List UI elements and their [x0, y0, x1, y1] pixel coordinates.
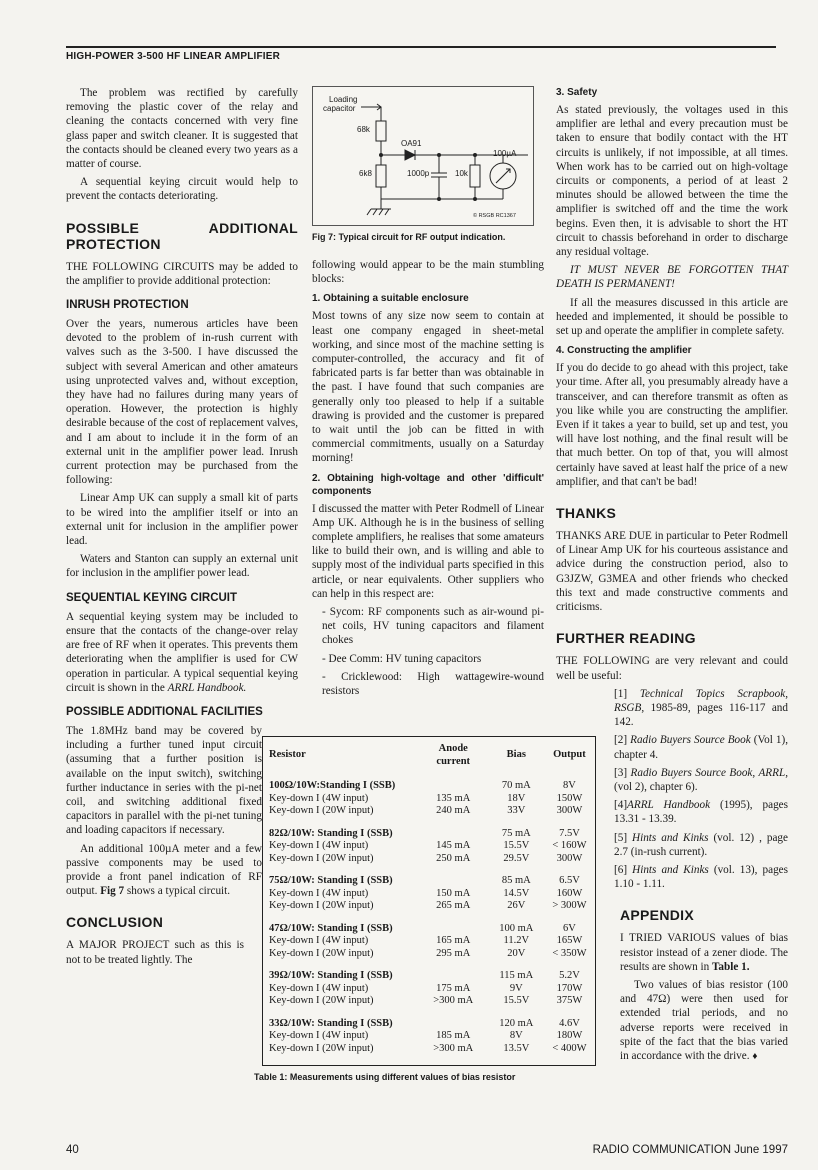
ref-detail: (vol. 12) , page 2.7 (in-rush current). [614, 831, 788, 858]
paragraph: A sequential keying circuit would help to prevent the contacts deteriorating. [66, 176, 298, 203]
ref-detail: (Vol 1), chapter 4. [614, 734, 788, 761]
table-cell [416, 818, 489, 841]
text: A sequential keying system may be included to ensure that the contacts of the change-over relay are free of RF when it operates. This prevents them deteriorating when the amplifier is used for CW operation in particular. A typical sequential keying circuit is shown in the [66, 610, 298, 694]
heading-possible-additional-protection: POSSIBLE ADDITIONAL PROTECTION [66, 219, 298, 252]
table-cell: 33Ω/10W: Standing I (SSB) [269, 1017, 393, 1029]
text: An additional 100µA meter and a few passive components may be used to provide a front panel indication of RF output. [66, 842, 262, 898]
table-cell: 375W [556, 995, 583, 1006]
reference [614, 766, 788, 794]
circuit-diagram [312, 86, 534, 226]
table-cell: 8V [509, 1030, 523, 1041]
label-loading: Loading [329, 95, 358, 104]
table-cell: 29.5V [503, 852, 530, 864]
heading-possible-additional-facilities: POSSIBLE ADDITIONAL FACILITIES [66, 705, 263, 718]
paragraph: The 1.8MHz band may be covered by including a further tuned input circuit (assuming that a further position is available on the input switch), switching further inductance in series with the pi-net coil, and switching additional fixed capacitors in parallel with the pi-net tuning and loading capacitors if necessary. [66, 724, 262, 837]
journal-name: RADIO COMMUNICATION June 1997 [592, 1144, 788, 1156]
book-title: ARRL Handbook. [167, 681, 247, 694]
table-cell: 135 mA [436, 792, 471, 804]
heading-inrush-protection: INRUSH PROTECTION [66, 299, 189, 312]
ref-title: Technical Topics Scrapbook, RSGB, [614, 687, 789, 714]
table-cell [416, 913, 489, 936]
table-cell: 26V [507, 900, 526, 911]
text: shows a typical circuit. [126, 885, 231, 898]
table-cell: 150W [556, 792, 583, 804]
heading-appendix: APPENDIX [620, 907, 694, 924]
reference [614, 687, 788, 730]
table-cell: 75Ω/10W: Standing I (SSB) [269, 875, 393, 886]
reference [614, 831, 788, 859]
paragraph: The problem was rectified by carefully removing the plastic cover of the relay and cleaning the contacts concerned with very fine glass paper and switch cleaner. It is suggested that the contacts should be cleaned every two years as a matter of course. [66, 87, 298, 171]
heading-sequential-keying: SEQUENTIAL KEYING CIRCUIT [66, 591, 238, 604]
ref-number: [2] [614, 734, 628, 747]
table-cell: 6.5V [559, 875, 580, 886]
table-cell: 250 mA [436, 852, 471, 864]
heading-safety: 3. Safety [556, 87, 598, 98]
table-cell: 120 mA [499, 1017, 534, 1029]
ref-title: Radio Buyers Source Book [630, 734, 751, 747]
col-header: Bias [506, 749, 526, 761]
ref-number: [4] [614, 799, 628, 812]
table-cell: Key-down I (20W input) [269, 805, 374, 816]
ref-title: Hints and Kinks [632, 831, 709, 844]
ref-detail: (1995), pages 13.31 - 13.39. [614, 799, 788, 826]
table-cell: 7.5V [559, 827, 580, 839]
table-cell: Key-down I (4W input) [269, 1030, 369, 1041]
paragraph [620, 931, 788, 974]
running-header: HIGH-POWER 3-500 HF LINEAR AMPLIFIER [66, 46, 776, 62]
table-row [263, 1043, 595, 1056]
table-cell: Key-down I (4W input) [269, 982, 369, 994]
table-row [263, 888, 595, 901]
end-mark: ♦ [752, 1050, 758, 1062]
table-cell: Key-down I (20W input) [269, 852, 374, 864]
heading-further-reading: FURTHER READING [556, 630, 696, 647]
table-cell: 5.2V [559, 970, 580, 981]
table-cell: 39Ω/10W: Standing I (SSB) [269, 970, 393, 981]
table-cell [416, 865, 489, 888]
table-cell: 20V [507, 947, 526, 959]
table-cell: Key-down I (4W input) [269, 840, 369, 851]
table-cell: 13.5V [503, 1042, 530, 1054]
paragraph: Most towns of any size now seem to contain at least one company engaged in sheet-metal working, and since most of the machine setting is computer-controlled, the accuracy and fit of fabricated parts is far better than was obtainable in the past. I have found that such companies are generally only too pleased to help if a suitable drawing is provided and the customer is prepared to wait until the job can be fitted in with commercial commitments, usually on a Saturday morning! [312, 310, 544, 465]
ref-title: Radio Buyers Source Book, ARRL, [630, 766, 788, 779]
table-row [263, 935, 595, 948]
label-r3: 10k [455, 169, 468, 178]
table-cell: 70 mA [501, 780, 531, 791]
table-group-row [263, 818, 595, 841]
list-item: - Dee Comm: HV tuning capacitors [322, 652, 482, 665]
table-cell: 85 mA [501, 875, 531, 886]
table-cell: 100 mA [499, 922, 534, 934]
table-cell: Key-down I (20W input) [269, 995, 374, 1006]
table-cell: Key-down I (4W input) [269, 792, 369, 804]
paragraph: following would appear to be the main stumbling blocks: [312, 259, 544, 286]
paragraph: Linear Amp UK can supply a small kit of parts to be wired into the amplifier itself or into an external unit for inclusion in the amplifier power lead. [66, 492, 298, 548]
paragraph [620, 978, 788, 1064]
ref-detail: (vol. 13), pages 1.10 - 1.11. [614, 863, 789, 891]
table-cell: 75 mA [501, 827, 531, 839]
reference [614, 798, 788, 826]
paragraph: THANKS ARE DUE in particular to Peter Rodmell of Linear Amp UK for his courteous assistance and advice during the construction period, also to G3JZW, G3MEA and other friends who checked this text and made constructive comments and criticisms. [556, 530, 788, 614]
text: Two values of bias resistor (100 and 47Ω) were then used for extended trial periods, and no adverse reports were received in spite of the fact that the bias varied in accordance with the drive. [620, 978, 788, 1062]
paragraph: If you do decide to go ahead with this project, take your time. After all, you presumably already have a transceiver, and can therefore transmit as often as you like while you are constructing the amplifier. Even if it takes a year to build, set up and test, you will have lost nothing, and the final result will be that much better. On top of that, you will almost certainly have saved at least half the price of a new amplifier, and that can't be bad! [556, 362, 788, 488]
appendix-block [620, 907, 788, 1064]
heading-conclusion: CONCLUSION [66, 914, 164, 931]
table-cell: 15.5V [503, 840, 530, 851]
reference-list [614, 687, 788, 892]
figure-caption: Fig 7: Typical circuit for RF output indication. [312, 232, 506, 242]
table-cell: 160W [556, 887, 583, 899]
table-row [263, 853, 595, 866]
heading-enclosure: 1. Obtaining a suitable enclosure [312, 293, 469, 305]
table-cell: 6V [563, 922, 576, 934]
table-header-row [263, 737, 595, 770]
label-r2: 6k8 [359, 169, 372, 178]
table-cell: Key-down I (20W input) [269, 900, 374, 911]
table-row [263, 840, 595, 853]
table-cell: 18V [507, 792, 526, 804]
figure-credit: © RSGB RC1367 [473, 213, 516, 219]
col-header: Resistor [269, 749, 306, 761]
table-cell: 150 mA [436, 887, 471, 899]
table-cell: Key-down I (4W input) [269, 887, 369, 899]
page-number: 40 [66, 1144, 79, 1156]
table-cell: 165W [556, 935, 583, 946]
table-cell: 300W [556, 852, 583, 864]
table-cell: 47Ω/10W: Standing I (SSB) [269, 922, 393, 934]
table-cell: 175 mA [436, 982, 471, 994]
table-cell: < 400W [552, 1042, 587, 1054]
table-row [263, 995, 595, 1008]
table-cell: 14.5V [503, 887, 530, 899]
label-diode: OA91 [401, 139, 422, 148]
figure-7 [312, 86, 534, 244]
table-cell: >300 mA [433, 995, 474, 1006]
table-cell: 100Ω/10W:Standing I (SSB) [269, 780, 396, 791]
col-header: Anode current [436, 743, 471, 767]
table-cell: 11.2V [503, 935, 530, 946]
bias-table [263, 737, 595, 1055]
paragraph: Over the years, numerous articles have been devoted to the problem of in-rush current with valves such as the 3-500. I have discussed the subject with several American and other amateurs using unprotected valves and, without exception, they have had no failures during many years of operation. However, the protection is highly desirable because of the cost of replacement valves, and I am about to include it in the form of an external unit in the amplifier power lead. Inrush current protection may be purchased from the following: [66, 318, 298, 487]
table-cell: Key-down I (20W input) [269, 1042, 374, 1054]
paragraph: IT MUST NEVER BE FORGOTTEN THAT DEATH IS PERMANENT! [556, 264, 788, 291]
table-row [263, 793, 595, 806]
reference [614, 863, 788, 891]
table-group-row [263, 770, 595, 793]
table-cell: 300W [556, 805, 583, 816]
table-cell: >300 mA [433, 1042, 474, 1054]
table-ref: Table 1. [711, 960, 750, 973]
text: I TRIED VARIOUS values of bias resistor instead of a zener diode. The results are shown in [620, 932, 788, 973]
table-cell: 240 mA [436, 805, 471, 816]
paragraph: A MAJOR PROJECT such as this is not to be treated lightly. The [66, 939, 244, 966]
fig-ref: Fig 7 [100, 885, 125, 898]
table-cell: > 300W [552, 900, 587, 911]
paragraph: As stated previously, the voltages used in this amplifier are lethal and every precaution must be taken to ensure that bodily contact with the HT circuits is unlikely, if not impossible, at all times. When work has to be carried out on high-voltage circuits or components, a period of at least 2 minutes should be allowed between the time the amplifier is switched off and the time the work begins. Even then, it is advisable to short the HT circuit to chassis beforehand in order to discharge any residual voltage. [556, 104, 788, 259]
label-cap: 1000p [407, 169, 430, 178]
table-cell: 165 mA [436, 935, 471, 946]
table-cell: < 160W [552, 840, 587, 851]
ref-title: ARRL Handbook [627, 799, 711, 812]
table-cell: 4.6V [559, 1017, 580, 1029]
paragraph: THE FOLLOWING CIRCUITS may be added to the amplifier to provide additional protection: [66, 260, 298, 287]
ref-detail: 1985-89, pages 116-117 and 142. [614, 701, 788, 729]
table-cell: 295 mA [436, 947, 471, 959]
reference [614, 733, 788, 761]
table-cell [416, 1008, 489, 1031]
table-cell: 9V [509, 982, 523, 994]
table-cell: 115 mA [499, 970, 534, 981]
table-cell: 265 mA [436, 900, 471, 911]
table-row [263, 983, 595, 996]
table-row [263, 948, 595, 961]
paragraph [66, 610, 298, 695]
table-cell: 33V [507, 805, 526, 816]
table-caption: Table 1: Measurements using different values of bias resistor [254, 1072, 516, 1082]
heading-constructing: 4. Constructing the amplifier [556, 345, 692, 357]
table-cell [416, 770, 489, 793]
table-row [263, 900, 595, 913]
table-cell: 8V [563, 780, 576, 791]
list-item: - Sycom: RF components such as air-wound pi-net coils, HV tuning capacitors and filament chokes [322, 606, 544, 647]
ref-number: [6] [614, 863, 628, 876]
paragraph: I discussed the matter with Peter Rodmell of Linear Amp UK. Although he is in the business of selling complete amplifiers, he realises that some amateurs like to build their own, and is willing and able to supply most of the individual parts specified in this article, or near equivalents. Other suppliers who can help in this respect are: [312, 502, 544, 600]
heading-thanks: THANKS [556, 505, 617, 522]
table-cell: 15.5V [503, 995, 530, 1006]
ref-title: Hints and Kinks [632, 863, 709, 876]
heading-components: 2. Obtaining high-voltage and other 'difficult' components [312, 472, 544, 497]
paragraph [66, 842, 262, 899]
col-header: Output [553, 749, 586, 761]
table-cell [416, 960, 489, 983]
table-group-row [263, 1008, 595, 1031]
paragraph: THE FOLLOWING are very relevant and could well be useful: [556, 655, 788, 682]
table-group-row [263, 960, 595, 983]
ref-detail: (vol 2), chapter 6). [614, 780, 698, 793]
table-cell: 145 mA [436, 840, 471, 851]
label-capacitor: capacitor [323, 104, 356, 113]
table-1 [262, 736, 596, 1066]
ref-number: [1] [614, 687, 628, 700]
column-2 [312, 258, 544, 702]
ref-number: [5] [614, 831, 628, 844]
table-cell: Key-down I (4W input) [269, 935, 369, 946]
table-cell: 180W [556, 1030, 583, 1041]
table-group-row [263, 913, 595, 936]
list-item: - Cricklewood: High wattagewire-wound resistors [322, 670, 544, 698]
ref-number: [3] [614, 766, 628, 779]
table-cell: 82Ω/10W: Standing I (SSB) [269, 827, 393, 839]
paragraph: If all the measures discussed in this article are heeded and implemented, it should be possible to set up and operate the amplifier in complete safety. [556, 296, 788, 338]
table-cell: 170W [556, 982, 583, 994]
label-meter: 100µA [493, 149, 517, 158]
table-cell: < 350W [552, 947, 587, 959]
table-cell: Key-down I (20W input) [269, 947, 374, 959]
paragraph: Waters and Stanton can supply an external unit for inclusion in the amplifier power lead. [66, 553, 298, 580]
table-group-row [263, 865, 595, 888]
table-row [263, 1030, 595, 1043]
label-r1: 68k [357, 125, 370, 134]
table-cell: 185 mA [436, 1030, 471, 1041]
table-row [263, 805, 595, 818]
